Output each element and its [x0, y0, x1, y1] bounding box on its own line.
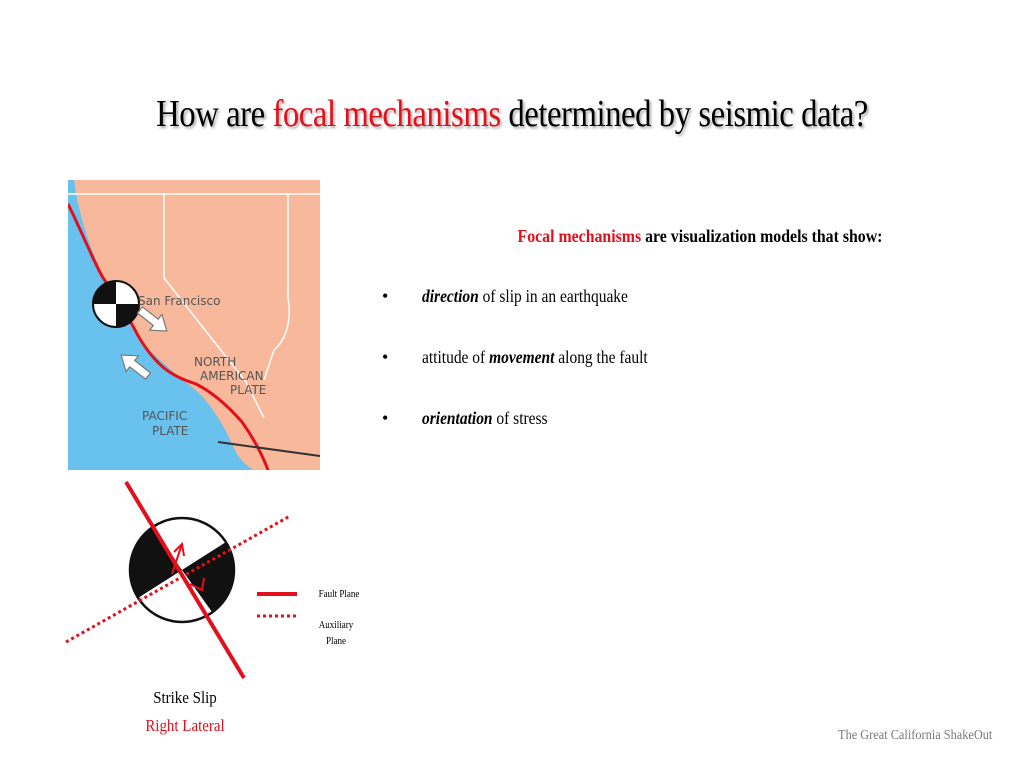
bullet-emph: direction	[422, 286, 479, 306]
map-label-pac-2: PLATE	[152, 424, 189, 438]
california-map	[68, 180, 320, 470]
bullet-dot: •	[382, 347, 389, 367]
legend-aux-label-1: Auxiliary	[318, 620, 354, 631]
bullet-post: along the fault	[554, 347, 648, 367]
footer-credit: The Great California ShakeOut	[837, 728, 992, 743]
caption-right-lateral: Right Lateral	[145, 716, 225, 735]
title-highlight: focal mechanisms	[272, 93, 501, 135]
bullet-post: of slip in an earthquake	[478, 286, 628, 306]
beachball-icon	[130, 518, 234, 622]
caption-strike-slip: Strike Slip	[153, 688, 217, 707]
slide-title	[72, 92, 953, 136]
bullet-emph: movement	[489, 347, 555, 367]
bullet-emph: orientation	[422, 408, 493, 428]
legend-aux-label-2: Plane	[326, 636, 346, 647]
bullet-pre: attitude of	[422, 347, 490, 367]
map-label-pac-1: PACIFIC	[142, 409, 188, 423]
map-label-na-1: NORTH	[194, 355, 237, 369]
map-beachball-icon	[93, 281, 139, 327]
map-label-na-2: AMERICAN	[200, 369, 264, 383]
bullet-dot: •	[382, 408, 389, 428]
title-part2: determined by seismic data?	[500, 93, 868, 135]
intro-highlight: Focal mechanisms	[517, 226, 642, 246]
intro-rest: are visualization models that show:	[641, 226, 883, 246]
title-part1: How are	[156, 93, 273, 135]
map-label-na-3: PLATE	[230, 383, 267, 397]
legend-fault-label: Fault Plane	[318, 589, 360, 600]
intro-text	[374, 226, 1024, 247]
bullet-dot: •	[382, 286, 389, 306]
map-label-city: San Francisco	[138, 294, 221, 308]
bullet-post: of stress	[492, 408, 548, 428]
